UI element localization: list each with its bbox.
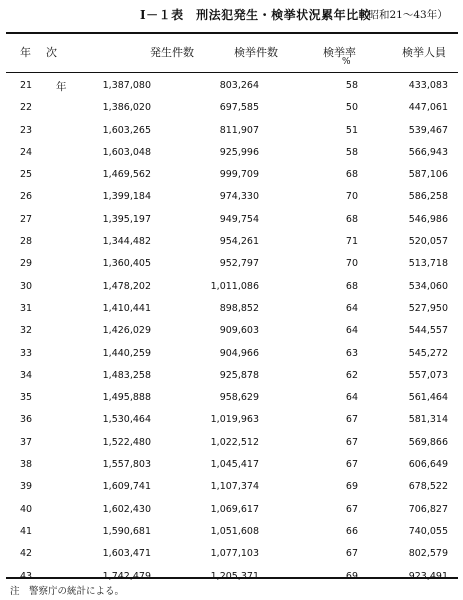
cleared-cell: 811,907 [219,124,259,136]
table-row [0,231,463,253]
rate-cell: 68 [345,213,358,225]
cleared-cell: 909,603 [219,325,259,337]
persons-cell: 545,272 [408,347,448,359]
persons-cell: 546,986 [408,213,448,225]
cleared-cell: 925,996 [219,146,259,158]
table-header [0,36,463,70]
table-row [0,521,463,543]
cleared-cell: 697,585 [219,102,259,114]
occurrences-cell: 1,530,464 [102,414,151,426]
persons-cell: 534,060 [408,280,448,292]
table-row [0,75,463,97]
persons-cell: 520,057 [408,236,448,248]
rate-cell: 64 [345,392,358,404]
table-row [0,499,463,521]
top-rule [6,32,458,34]
table-row [0,298,463,320]
year-cell: 38 [20,459,33,471]
table-row [0,253,463,275]
cleared-cell: 974,330 [219,191,259,203]
table-row [0,476,463,498]
cleared-cell: 904,966 [219,347,259,359]
persons-cell: 802,579 [408,548,448,560]
rate-cell: 70 [345,191,358,203]
cleared-cell: 1,077,103 [210,548,259,560]
occurrences-cell: 1,386,020 [102,102,151,114]
table-row [0,276,463,298]
year-cell: 39 [20,481,33,493]
occurrences-cell: 1,478,202 [102,280,151,292]
rate-cell: 67 [345,503,358,515]
occurrences-cell: 1,557,803 [102,459,151,471]
rate-cell: 63 [345,347,358,359]
occurrences-cell: 1,603,048 [102,146,151,158]
year-cell: 24 [20,146,33,158]
occurrences-cell: 1,590,681 [102,525,151,537]
rate-cell: 50 [345,102,358,114]
occurrences-cell: 1,602,430 [102,503,151,515]
occurrences-cell: 1,395,197 [102,213,151,225]
cleared-cell: 1,019,963 [210,414,259,426]
table-row [0,120,463,142]
occurrences-cell: 1,603,265 [102,124,151,136]
header-rule [6,72,458,73]
header-cleared: 検挙件数 [234,46,278,59]
cleared-cell: 1,011,086 [210,280,259,292]
rate-cell: 58 [345,80,358,91]
persons-cell: 527,950 [408,302,448,314]
occurrences-cell: 1,522,480 [102,436,151,448]
year-cell: 36 [20,414,33,426]
occurrences-cell: 1,399,184 [102,191,151,203]
occurrences-cell: 1,410,441 [102,302,151,314]
header-year: 年 次 [20,46,59,59]
bottom-rule [6,577,458,579]
occurrences-cell: 1,360,405 [102,258,151,270]
cleared-cell: 925,878 [219,369,259,381]
rate-cell: 69 [345,481,358,493]
table-row [0,164,463,186]
persons-cell: 539,467 [408,124,448,136]
rate-cell: 68 [345,280,358,292]
year-cell: 28 [20,236,33,248]
persons-cell: 513,718 [408,258,448,270]
year-cell: 32 [20,325,33,337]
year-cell: 22 [20,102,33,114]
persons-cell: 587,106 [408,169,448,181]
rate-cell: 64 [345,325,358,337]
cleared-cell: 1,107,374 [210,481,259,493]
year-cell: 30 [20,280,33,292]
year-cell: 26 [20,191,33,203]
table-row [0,454,463,476]
cleared-cell: 1,045,417 [210,459,259,471]
occurrences-cell: 1,603,471 [102,548,151,560]
persons-cell: 606,649 [408,459,448,471]
persons-cell: 557,073 [408,369,448,381]
occurrences-cell: 1,387,080 [102,80,151,91]
occurrences-cell: 1,344,482 [102,236,151,248]
year-cell: 40 [20,503,33,515]
year-cell: 23 [20,124,33,136]
cleared-cell: 958,629 [219,392,259,404]
persons-cell: 544,557 [408,325,448,337]
rate-cell: 51 [345,124,358,136]
table-body [0,75,463,588]
cleared-cell: 952,797 [219,258,259,270]
year-unit: 年 [56,81,67,93]
persons-cell: 740,055 [408,525,448,537]
header-persons: 検挙人員 [402,46,446,59]
year-cell: 27 [20,213,33,225]
rate-cell: 67 [345,436,358,448]
header-occurrences: 発生件数 [150,46,194,59]
year-cell: 42 [20,548,33,560]
title-range: （昭和21～43年） [358,9,448,21]
occurrences-cell: 1,469,562 [102,169,151,181]
header-rate-unit: % [342,57,351,67]
occurrences-cell: 1,440,259 [102,347,151,359]
footnote: 注 警察庁の統計による。 [10,586,125,597]
table-row [0,409,463,431]
year-cell: 33 [20,347,33,359]
table-row [0,320,463,342]
persons-cell: 569,866 [408,436,448,448]
table-row [0,142,463,164]
persons-cell: 566,943 [408,146,448,158]
persons-cell: 447,061 [408,102,448,114]
cleared-cell: 1,069,617 [210,503,259,515]
rate-cell: 68 [345,169,358,181]
rate-cell: 58 [345,146,358,158]
year-cell: 31 [20,302,33,314]
cleared-cell: 803,264 [219,80,259,91]
cleared-cell: 954,261 [219,236,259,248]
rate-cell: 67 [345,459,358,471]
persons-cell: 586,258 [408,191,448,203]
rate-cell: 64 [345,302,358,314]
year-cell: 41 [20,525,33,537]
persons-cell: 581,314 [408,414,448,426]
persons-cell: 678,522 [408,481,448,493]
cleared-cell: 1,022,512 [210,436,259,448]
cleared-cell: 1,051,608 [210,525,259,537]
occurrences-cell: 1,609,741 [102,481,151,493]
rate-cell: 67 [345,414,358,426]
cleared-cell: 898,852 [219,302,259,314]
table-row [0,209,463,231]
title-text: Ⅰ－１表 刑法犯発生・検挙状況累年比較 [140,8,372,22]
table-row [0,432,463,454]
year-cell: 21 [20,80,33,91]
cleared-cell: 999,709 [219,169,259,181]
persons-cell: 433,083 [408,80,448,91]
table-row [0,365,463,387]
table-title [0,4,463,24]
rate-cell: 62 [345,369,358,381]
year-cell: 29 [20,258,33,270]
cleared-cell: 949,754 [219,213,259,225]
rate-cell: 70 [345,258,358,270]
persons-cell: 706,827 [408,503,448,515]
occurrences-cell: 1,426,029 [102,325,151,337]
rate-cell: 71 [345,236,358,248]
table-row [0,343,463,365]
table-row [0,387,463,409]
table-row [0,543,463,565]
year-cell: 37 [20,436,33,448]
table-row [0,97,463,119]
rate-cell: 67 [345,548,358,560]
occurrences-cell: 1,483,258 [102,369,151,381]
year-cell: 34 [20,369,33,381]
persons-cell: 561,464 [408,392,448,404]
rate-cell: 66 [345,525,358,537]
year-cell: 35 [20,392,33,404]
header-rate: 検挙率 [323,46,356,59]
occurrences-cell: 1,495,888 [102,392,151,404]
year-cell: 25 [20,169,33,181]
table-row [0,186,463,208]
